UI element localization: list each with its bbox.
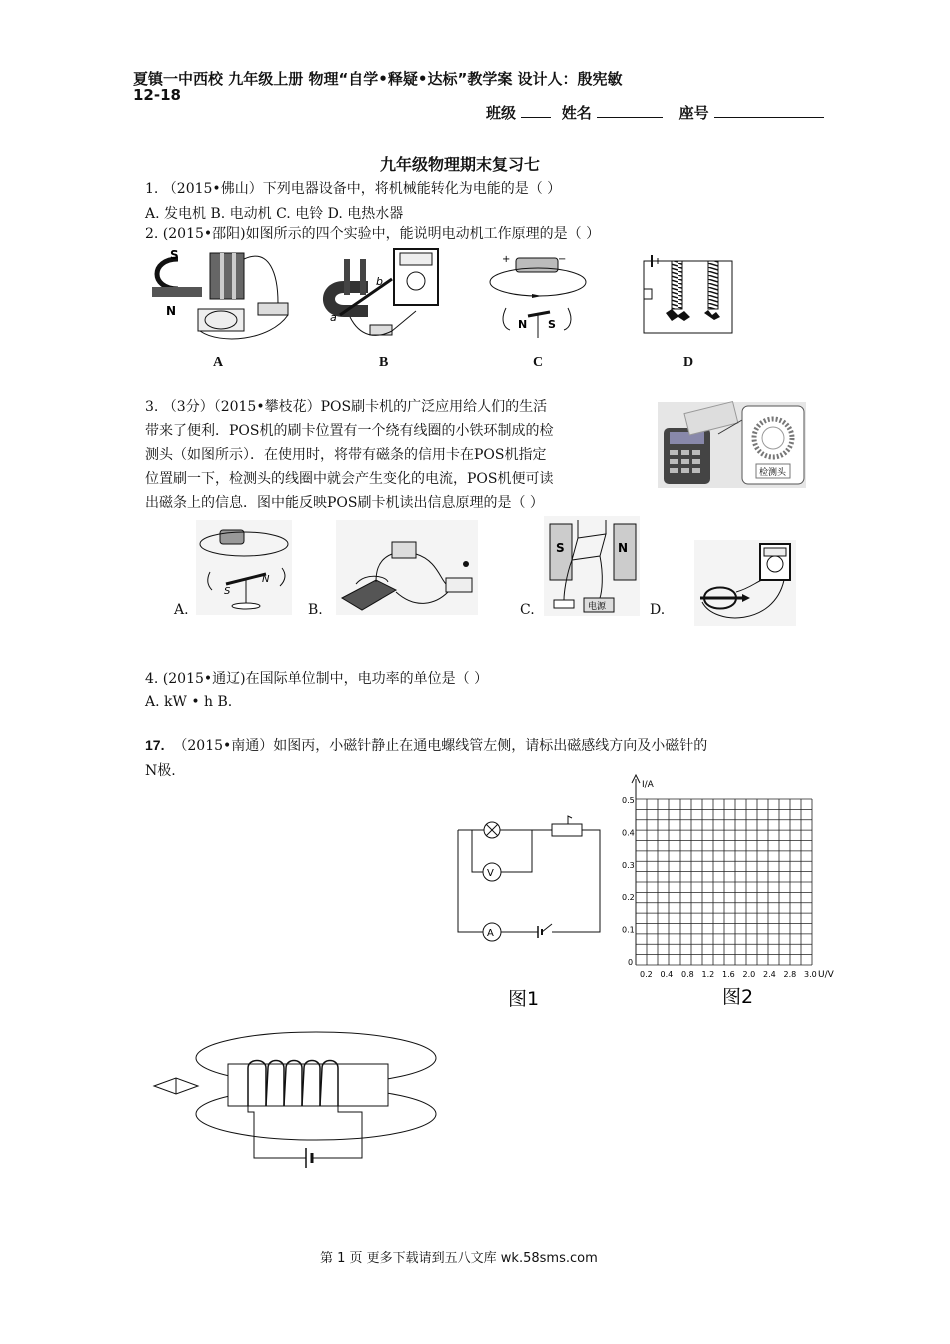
q3-line1: 3. （3分）（2015•攀枝花）POS刷卡机的广泛应用给人们的生活 (145, 399, 548, 415)
svg-text:N: N (518, 318, 528, 331)
q2-figure-d (638, 255, 738, 335)
svg-text:b: b (376, 275, 383, 288)
header-date: 12-18 (133, 86, 181, 104)
graph-xtick: 2.8 (783, 970, 797, 979)
graph-xtick: 0.4 (660, 970, 674, 979)
fig-a-n: N (166, 304, 177, 318)
name-label: 姓名 (561, 104, 592, 122)
q17-text: （2015•南通）如图丙，小磁针静止在通电螺线管左侧，请标出磁感线方向及小磁针的 (173, 738, 708, 754)
graph-ytick: 0.2 (622, 893, 635, 903)
graph-ytick: 0 (628, 958, 634, 967)
graph-xtick: 3.0 (804, 970, 817, 979)
q2-figure-a (140, 245, 300, 345)
q17-line1 (145, 735, 707, 755)
detector-label: 检测头 (759, 468, 787, 478)
voltmeter-label: V (487, 868, 494, 879)
q3-pos-image (658, 402, 806, 488)
graph-figure-2 (604, 773, 840, 1008)
q2-label-b: B (379, 355, 389, 370)
page-title: 九年级物理期末复习七 (380, 155, 541, 174)
q1-options: A. 发电机 B. 电动机 C. 电铃 D. 电热水器 (145, 206, 404, 222)
graph-ytick: 0.3 (622, 860, 635, 870)
q3-line3: 测头（如图所示）．在使用时，将带有磁条的信用卡在POS机指定 (145, 447, 547, 463)
svg-text:S: S (548, 318, 556, 331)
solenoid-figure (150, 1030, 440, 1170)
q4-options: A. kW • h B. (145, 694, 233, 710)
graph-xlabel: U/V (818, 970, 834, 980)
svg-text:N: N (262, 574, 270, 585)
graph-ytick: 0.4 (622, 828, 635, 838)
svg-text:−: − (558, 254, 567, 265)
q17-line2: N极. (145, 763, 176, 779)
q3-option-a: A. (174, 602, 189, 618)
graph-xtick: 0.8 (681, 970, 694, 979)
q3-line5: 出磁条上的信息．图中能反映POS刷卡机读出信息原理的是（ ） (145, 495, 544, 511)
q2-stem: 2. (2015•邵阳)如图所示的四个实验中，能说明电动机工作原理的是（ ） (145, 226, 601, 242)
graph-xtick: 2.4 (763, 970, 776, 979)
graph-xtick: 1.2 (701, 970, 715, 979)
graph-ytick: 0.1 (622, 925, 635, 935)
page-footer: 第 1 页 更多下载请到五八文库 wk.58sms.com (320, 1251, 598, 1266)
q2-figure-b (320, 245, 450, 345)
q3-line4: 位置刷一下，检测头的线圈中就会产生变化的电流，POS机便可读 (145, 471, 554, 487)
ammeter-label: A (487, 928, 494, 939)
q3-figure-d (694, 540, 796, 626)
name-blank (597, 103, 663, 118)
graph-grid (636, 799, 812, 965)
fig-c-s: S (556, 541, 565, 555)
svg-text:a: a (330, 311, 337, 324)
q3-figure-c (544, 516, 640, 616)
svg-text:+: + (502, 254, 511, 265)
graph-ytick: 0.5 (622, 796, 635, 805)
fig1-caption: 图1 (508, 988, 540, 1010)
q2-label-c: C (533, 355, 544, 370)
q3-option-d: D. (650, 602, 666, 618)
q2-figure-c (488, 250, 588, 340)
fig-c-n: N (618, 541, 629, 555)
q3-line2: 带来了便利．POS机的刷卡位置有一个绕有线圈的小铁环制成的检 (145, 423, 554, 439)
svg-text:S: S (224, 586, 231, 597)
q3-figure-a (196, 520, 292, 615)
circuit-figure-1 (452, 808, 604, 1008)
q1-stem: 1. （2015•佛山）下列电器设备中，将机械能转化为电能的是（ ） (145, 181, 562, 197)
class-label: 班级 (486, 104, 517, 122)
q3-option-b: B. (308, 602, 323, 618)
q2-label-a: A (213, 355, 224, 370)
class-blank (521, 103, 551, 118)
q3-option-c: C. (520, 602, 535, 618)
q2-label-d: D (683, 355, 694, 370)
seat-blank (714, 103, 824, 118)
graph-xtick: 1.6 (722, 970, 735, 979)
graph-ylabel: I/A (642, 780, 654, 790)
graph-xtick: 0.2 (640, 970, 653, 979)
q17-number: 17. (145, 737, 165, 753)
header-line1: 夏镇一中西校 九年级上册 物理“自学•释疑•达标”教学案 设计人：殷宪敏 (133, 70, 623, 88)
q3-figure-b (336, 520, 478, 615)
fig-c-slot: 电源 (588, 602, 607, 612)
graph-xtick: 2.0 (742, 970, 756, 979)
fig2-caption: 图2 (722, 986, 754, 1008)
seat-label: 座号 (678, 104, 709, 122)
student-info (486, 102, 824, 123)
q4-stem: 4. (2015•通辽)在国际单位制中，电功率的单位是（ ） (145, 671, 489, 687)
fig-a-s: S (170, 248, 179, 262)
